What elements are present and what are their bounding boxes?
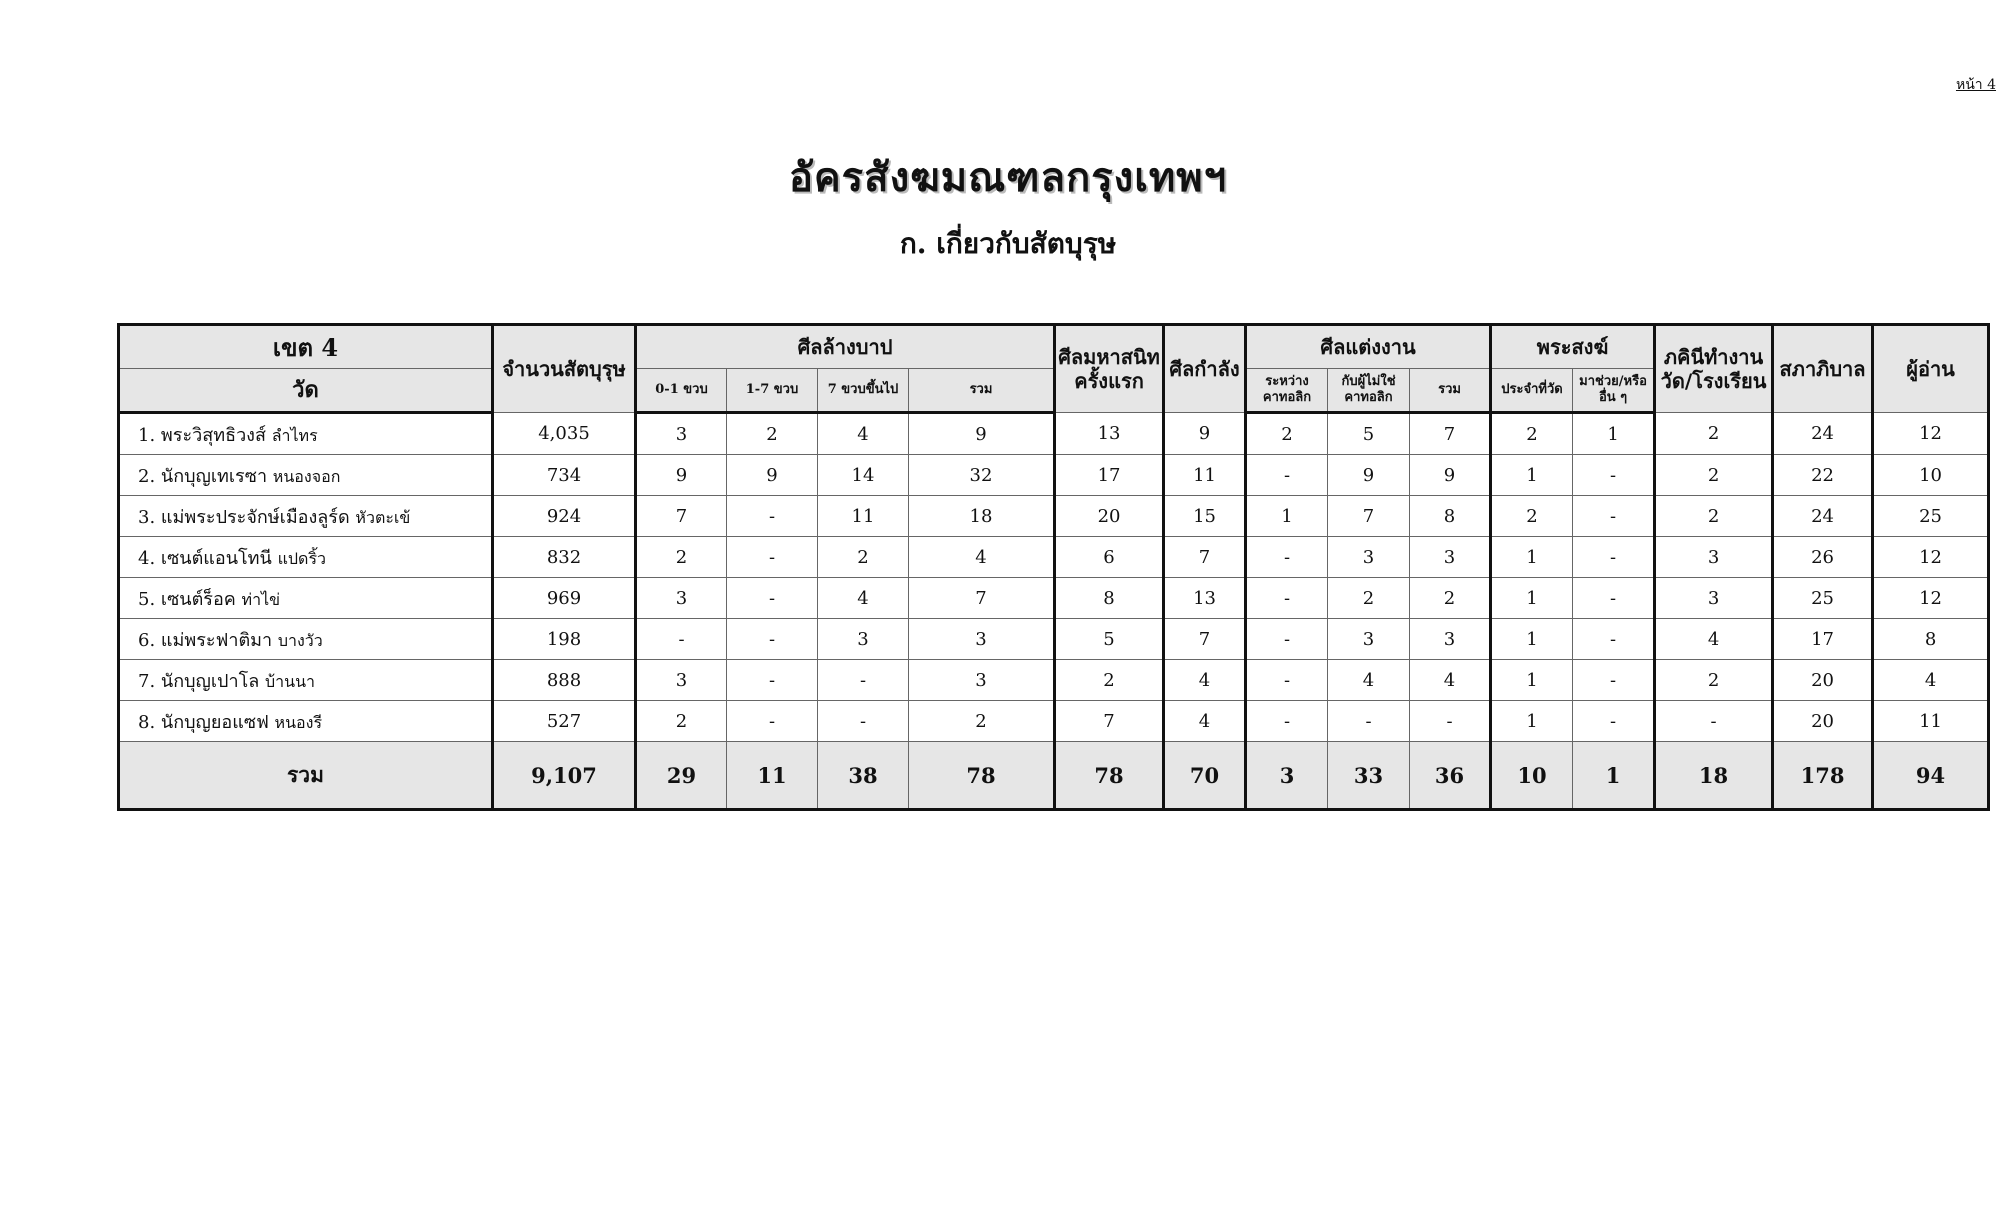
table-cell: 1 [1491,619,1573,660]
table-cell: 198 [493,619,636,660]
header-baptism-1-7: 1-7 ขวบ [727,369,818,413]
table-cell: 7 [1410,413,1491,455]
table-cell: 26 [1773,537,1873,578]
parish-name: เซนต์แอนโทนี [160,547,272,569]
table-cell: 4,035 [493,413,636,455]
table-cell: 7 [1328,496,1410,537]
table-cell: 24 [1773,496,1873,537]
total-cell: 33 [1328,742,1410,810]
header-wat: วัด [119,369,493,413]
table-cell: - [1246,455,1328,496]
table-row [119,496,1989,537]
table-cell: 4 [1655,619,1773,660]
table-cell: 20 [1055,496,1164,537]
table-cell: 17 [1055,455,1164,496]
header-baptism-0-1: 0-1 ขวบ [636,369,727,413]
row-number: 8. [138,711,156,733]
parish-location: หนองจอก [272,466,341,486]
table-cell: 18 [909,496,1055,537]
table-cell: 1 [1491,701,1573,742]
header-priests-helping: มาช่วย/หรืออื่น ๆ [1573,369,1655,413]
table-cell: 3 [636,660,727,701]
parish-name-cell [119,619,493,660]
table-cell: 20 [1773,701,1873,742]
table-cell: 2 [1655,496,1773,537]
table-cell: 9 [1328,455,1410,496]
table-cell: 5 [1055,619,1164,660]
table-cell: 7 [1055,701,1164,742]
table-cell: - [1246,619,1328,660]
parish-location: หนองรี [274,712,323,732]
table-cell: 25 [1773,578,1873,619]
parish-name: พระวิสุทธิวงส์ [160,424,266,446]
parish-name-cell [119,537,493,578]
header-baptism: ศีลล้างบาป [636,325,1055,369]
total-cell: 78 [1055,742,1164,810]
table-cell: 3 [1328,619,1410,660]
table-cell: 888 [493,660,636,701]
total-cell: 38 [818,742,909,810]
table-cell: 2 [1655,455,1773,496]
total-cell: 18 [1655,742,1773,810]
table-cell: 4 [818,578,909,619]
parish-name-cell [119,455,493,496]
table-cell: 1 [1491,578,1573,619]
table-cell: - [727,619,818,660]
table-row [119,701,1989,742]
table-cell: 14 [818,455,909,496]
table-row [119,537,1989,578]
table-cell: 4 [1164,701,1246,742]
total-cell: 11 [727,742,818,810]
parish-location: แปดริ้ว [277,548,327,568]
table-cell: - [1410,701,1491,742]
total-cell: 36 [1410,742,1491,810]
table-cell: 5 [1328,413,1410,455]
table-cell: - [636,619,727,660]
parish-name: แม่พระประจักษ์เมืองลูร์ด [160,506,350,528]
header-population: จำนวนสัตบุรุษ [493,325,636,413]
table-cell: - [1246,578,1328,619]
table-cell: 7 [1164,619,1246,660]
table-cell: 13 [1164,578,1246,619]
row-number: 5. [138,588,156,610]
row-number: 1. [138,424,156,446]
row-number: 4. [138,547,156,569]
table-cell: 7 [1164,537,1246,578]
table-cell: 2 [636,701,727,742]
table-cell: - [727,660,818,701]
header-confirmation: ศีลกำลัง [1164,325,1246,413]
table-cell: 12 [1873,578,1989,619]
table-cell: 3 [1410,537,1491,578]
table-cell: - [818,660,909,701]
table-header [119,325,1989,413]
total-cell: 94 [1873,742,1989,810]
header-zone: เขต 4 [119,325,493,369]
table-cell: 3 [636,413,727,455]
table-cell: 11 [1164,455,1246,496]
table-cell: 8 [1055,578,1164,619]
total-cell: 178 [1773,742,1873,810]
table-cell: 8 [1410,496,1491,537]
table-cell: - [727,578,818,619]
table-cell: 15 [1164,496,1246,537]
table-cell: 25 [1873,496,1989,537]
table-cell: 4 [818,413,909,455]
header-sisters: ภคินีทำงานวัด/โรงเรียน [1655,325,1773,413]
document-title: อัครสังฆมณฑลกรุงเทพฯ [788,154,1228,201]
table-cell: 734 [493,455,636,496]
table-row [119,455,1989,496]
table-cell: 9 [1410,455,1491,496]
table-cell: 9 [727,455,818,496]
table-cell: 3 [1655,578,1773,619]
total-cell: 29 [636,742,727,810]
table-cell: 11 [1873,701,1989,742]
table-cell: - [727,701,818,742]
table-cell: 4 [1164,660,1246,701]
table-row [119,578,1989,619]
table-cell: 924 [493,496,636,537]
parish-name-cell [119,701,493,742]
parish-location: หัวตะเข้ [355,507,411,527]
table-cell: 2 [1655,660,1773,701]
table-cell: - [1328,701,1410,742]
table-cell: 2 [1491,413,1573,455]
table-cell: 2 [818,537,909,578]
table-cell: 7 [909,578,1055,619]
table-cell: - [1246,537,1328,578]
table-cell: - [818,701,909,742]
table-cell: 2 [1491,496,1573,537]
table-cell: - [1655,701,1773,742]
table-cell: 1 [1491,660,1573,701]
table-body [119,413,1989,742]
total-label: รวม [119,742,493,810]
header-marriage-total: รวม [1410,369,1491,413]
table-cell: 3 [818,619,909,660]
parish-name: นักบุญเปาโล [160,670,260,692]
table-cell: 9 [909,413,1055,455]
table-cell: - [1573,660,1655,701]
table-cell: - [1246,660,1328,701]
total-row [119,742,1989,810]
header-baptism-7up: 7 ขวบขึ้นไป [818,369,909,413]
table-cell: 527 [493,701,636,742]
table-cell: - [1573,578,1655,619]
table-cell: 9 [1164,413,1246,455]
table-cell: 3 [1410,619,1491,660]
table-cell: - [1573,619,1655,660]
table-cell: 3 [636,578,727,619]
table-cell: 1 [1573,413,1655,455]
parish-location: บ้านนา [265,671,316,691]
header-baptism-total: รวม [909,369,1055,413]
parish-name: นักบุญยอแซฟ [160,711,269,733]
header-marriage-catholic: ระหว่างคาทอลิก [1246,369,1328,413]
total-cell: 78 [909,742,1055,810]
page-number: หน้า 4 [1955,77,1996,93]
table-cell: 4 [1873,660,1989,701]
parish-name: แม่พระฟาติมา [160,629,273,651]
table-cell: 2 [727,413,818,455]
header-readers: ผู้อ่าน [1873,325,1989,413]
table-cell: 6 [1055,537,1164,578]
table-cell: 2 [1055,660,1164,701]
table-cell: 17 [1773,619,1873,660]
table-cell: 3 [909,619,1055,660]
header-marriage: ศีลแต่งงาน [1246,325,1491,369]
row-number: 2. [138,465,156,487]
table-row [119,660,1989,701]
table-cell: 2 [636,537,727,578]
table-cell: 13 [1055,413,1164,455]
header-priests-resident: ประจำที่วัด [1491,369,1573,413]
table-cell: 969 [493,578,636,619]
table-cell: 11 [818,496,909,537]
document-subtitle: ก. เกี่ยวกับสัตบุรุษ [899,227,1117,260]
statistics-table [117,323,1990,811]
parish-location: ท่าไข่ [241,589,281,609]
table-row [119,413,1989,455]
table-cell: - [1573,496,1655,537]
total-cell: 1 [1573,742,1655,810]
table-cell: - [1246,701,1328,742]
table-cell: 1 [1491,537,1573,578]
total-cell: 70 [1164,742,1246,810]
table-cell: 2 [1410,578,1491,619]
total-cell: 3 [1246,742,1328,810]
table-cell: 3 [909,660,1055,701]
parish-name-cell [119,496,493,537]
table-cell: 832 [493,537,636,578]
table-cell: 4 [909,537,1055,578]
table-cell: 4 [1328,660,1410,701]
row-number: 3. [138,506,156,528]
table-cell: 1 [1246,496,1328,537]
table-cell: 10 [1873,455,1989,496]
table-cell: 7 [636,496,727,537]
table-cell: 9 [636,455,727,496]
header-marriage-mixed: กับผู้ไม่ใช่คาทอลิก [1328,369,1410,413]
table-cell: 2 [909,701,1055,742]
table-cell: 20 [1773,660,1873,701]
table-cell: - [727,496,818,537]
table-cell: - [1573,701,1655,742]
table-cell: - [1573,455,1655,496]
table-cell: 2 [1655,413,1773,455]
row-number: 7. [138,670,156,692]
table-cell: 12 [1873,537,1989,578]
table-cell: 8 [1873,619,1989,660]
header-priests: พระสงฆ์ [1491,325,1655,369]
table-cell: - [1573,537,1655,578]
total-cell: 10 [1491,742,1573,810]
table-cell: 22 [1773,455,1873,496]
table-cell: 3 [1328,537,1410,578]
parish-name: นักบุญเทเรซา [160,465,268,487]
parish-name: เซนต์ร็อค [160,588,236,610]
total-cell: 9,107 [493,742,636,810]
parish-location: บางวัว [277,630,323,650]
parish-name-cell [119,578,493,619]
table-cell: 12 [1873,413,1989,455]
header-council: สภาภิบาล [1773,325,1873,413]
table-cell: 2 [1328,578,1410,619]
table-cell: 24 [1773,413,1873,455]
table-cell: 1 [1491,455,1573,496]
row-number: 6. [138,629,156,651]
table-cell: - [727,537,818,578]
parish-name-cell [119,660,493,701]
table-cell: 32 [909,455,1055,496]
header-first-communion: ศีลมหาสนิทครั้งแรก [1055,325,1164,413]
table-row [119,619,1989,660]
parish-location: ลำไทร [271,425,318,445]
table-cell: 4 [1410,660,1491,701]
table-cell: 2 [1246,413,1328,455]
table-cell: 3 [1655,537,1773,578]
parish-name-cell [119,413,493,455]
